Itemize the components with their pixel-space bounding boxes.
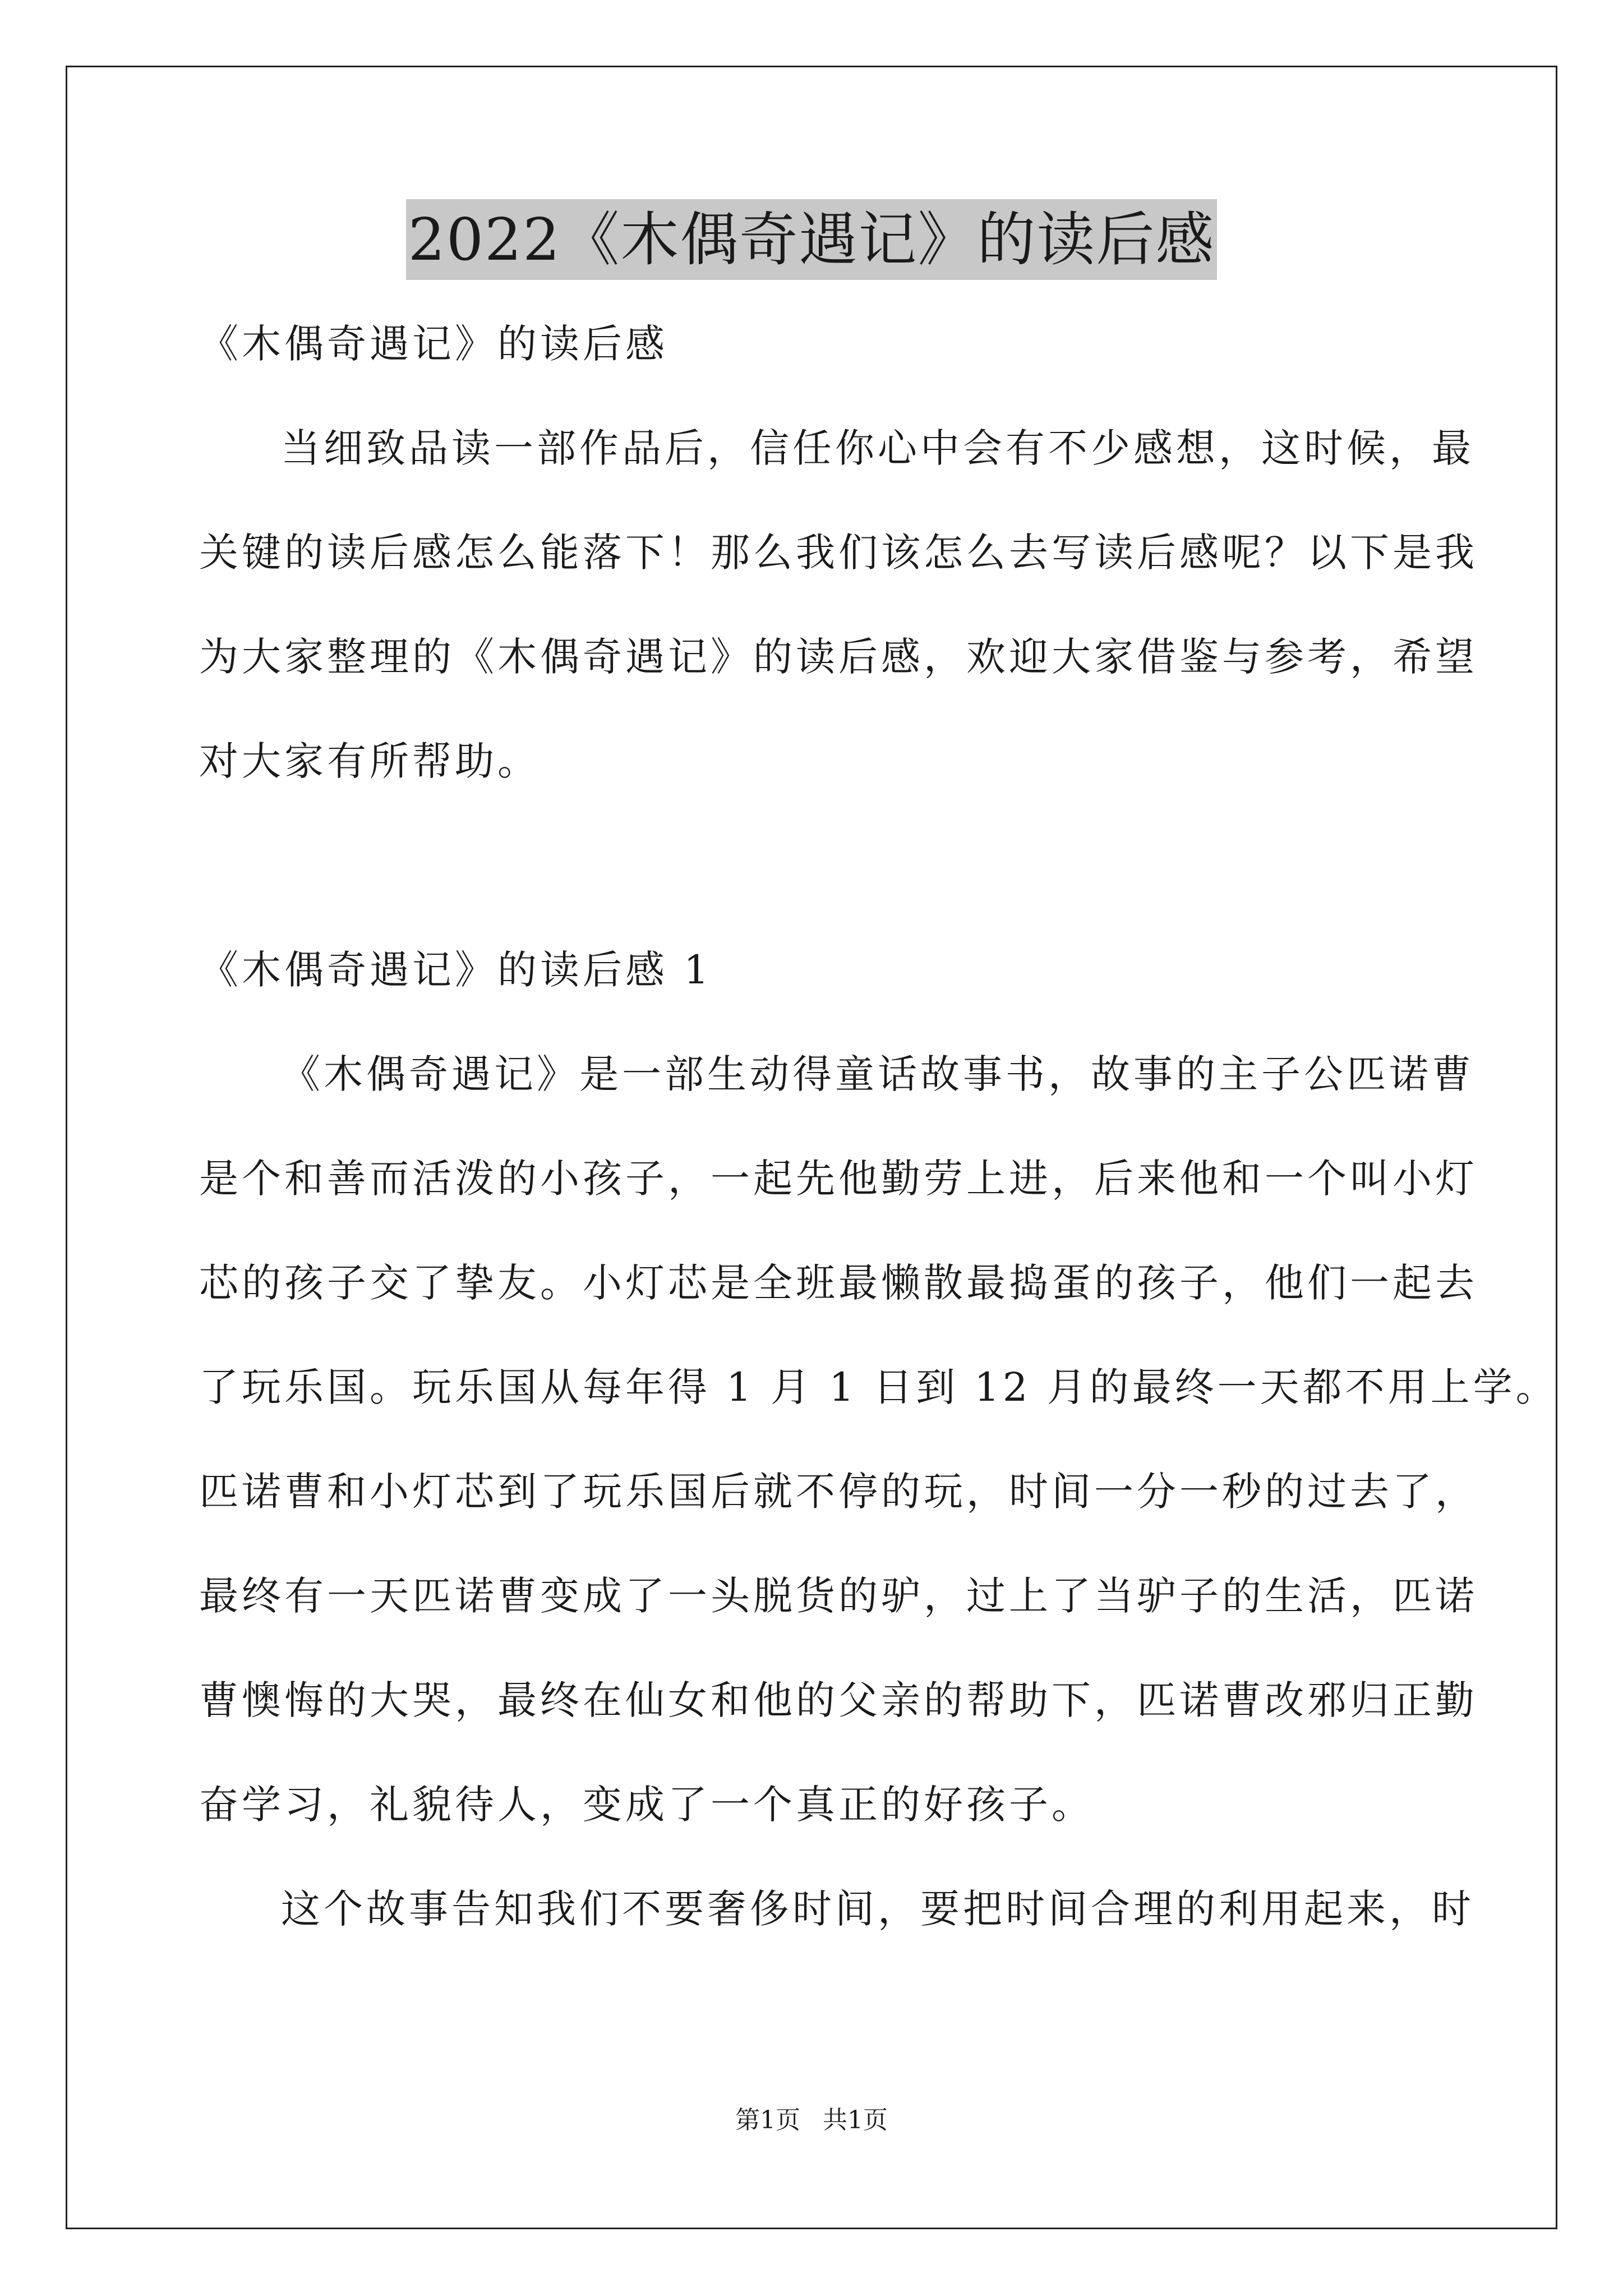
text-line: 当细致品读一部作品后，信任你心中会有不少感想，这时候，最	[281, 425, 1474, 471]
paragraph-spacer	[199, 813, 1433, 918]
text-line: 为大家整理的《木偶奇遇记》的读后感，欢迎大家借鉴与参考，希望	[199, 634, 1478, 680]
text-line: 对大家有所帮助。	[199, 738, 540, 784]
text-line: 匹诺曹和小灯芯到了玩乐国后就不停的玩，时间一分一秒的过去了，	[199, 1469, 1478, 1515]
text-line: 《木偶奇遇记》是一部生动得童话故事书，故事的主子公匹诺曹	[281, 1051, 1474, 1097]
document-title: 2022《木偶奇遇记》的读后感	[406, 199, 1218, 280]
text-line: 这个故事告知我们不要奢侈时间，要把时间合理的利用起来，时	[281, 1886, 1474, 1932]
title-container	[0, 199, 1623, 280]
page-footer	[0, 2104, 1623, 2137]
text-line: 《木偶奇遇记》的读后感	[199, 321, 668, 367]
text-line: 是个和善而活泼的小孩子，一起先他勤劳上进，后来他和一个叫小灯	[199, 1156, 1478, 1202]
text-line: 曹懊悔的大哭，最终在仙女和他的父亲的帮助下，匹诺曹改邪归正勤	[199, 1677, 1478, 1723]
text-line: 芯的孩子交了挚友。小灯芯是全班最懒散最捣蛋的孩子，他们一起去	[199, 1260, 1478, 1306]
page-total: 共1页	[823, 2106, 888, 2134]
page-number: 第1页	[735, 2106, 800, 2134]
text-line: 《木偶奇遇记》的读后感 1	[199, 947, 712, 993]
document-body	[199, 292, 1559, 1961]
text-line: 奋学习，礼貌待人，变成了一个真正的好孩子。	[199, 1782, 1094, 1828]
text-line: 了玩乐国。玩乐国从每年得 1 月 1 日到 12 月的最终一天都不用上学。	[199, 1364, 1559, 1410]
text-line: 最终有一天匹诺曹变成了一头脱货的驴，过上了当驴子的生活，匹诺	[199, 1573, 1478, 1619]
text-line: 关键的读后感怎么能落下！那么我们该怎么去写读后感呢？以下是我	[199, 530, 1478, 576]
